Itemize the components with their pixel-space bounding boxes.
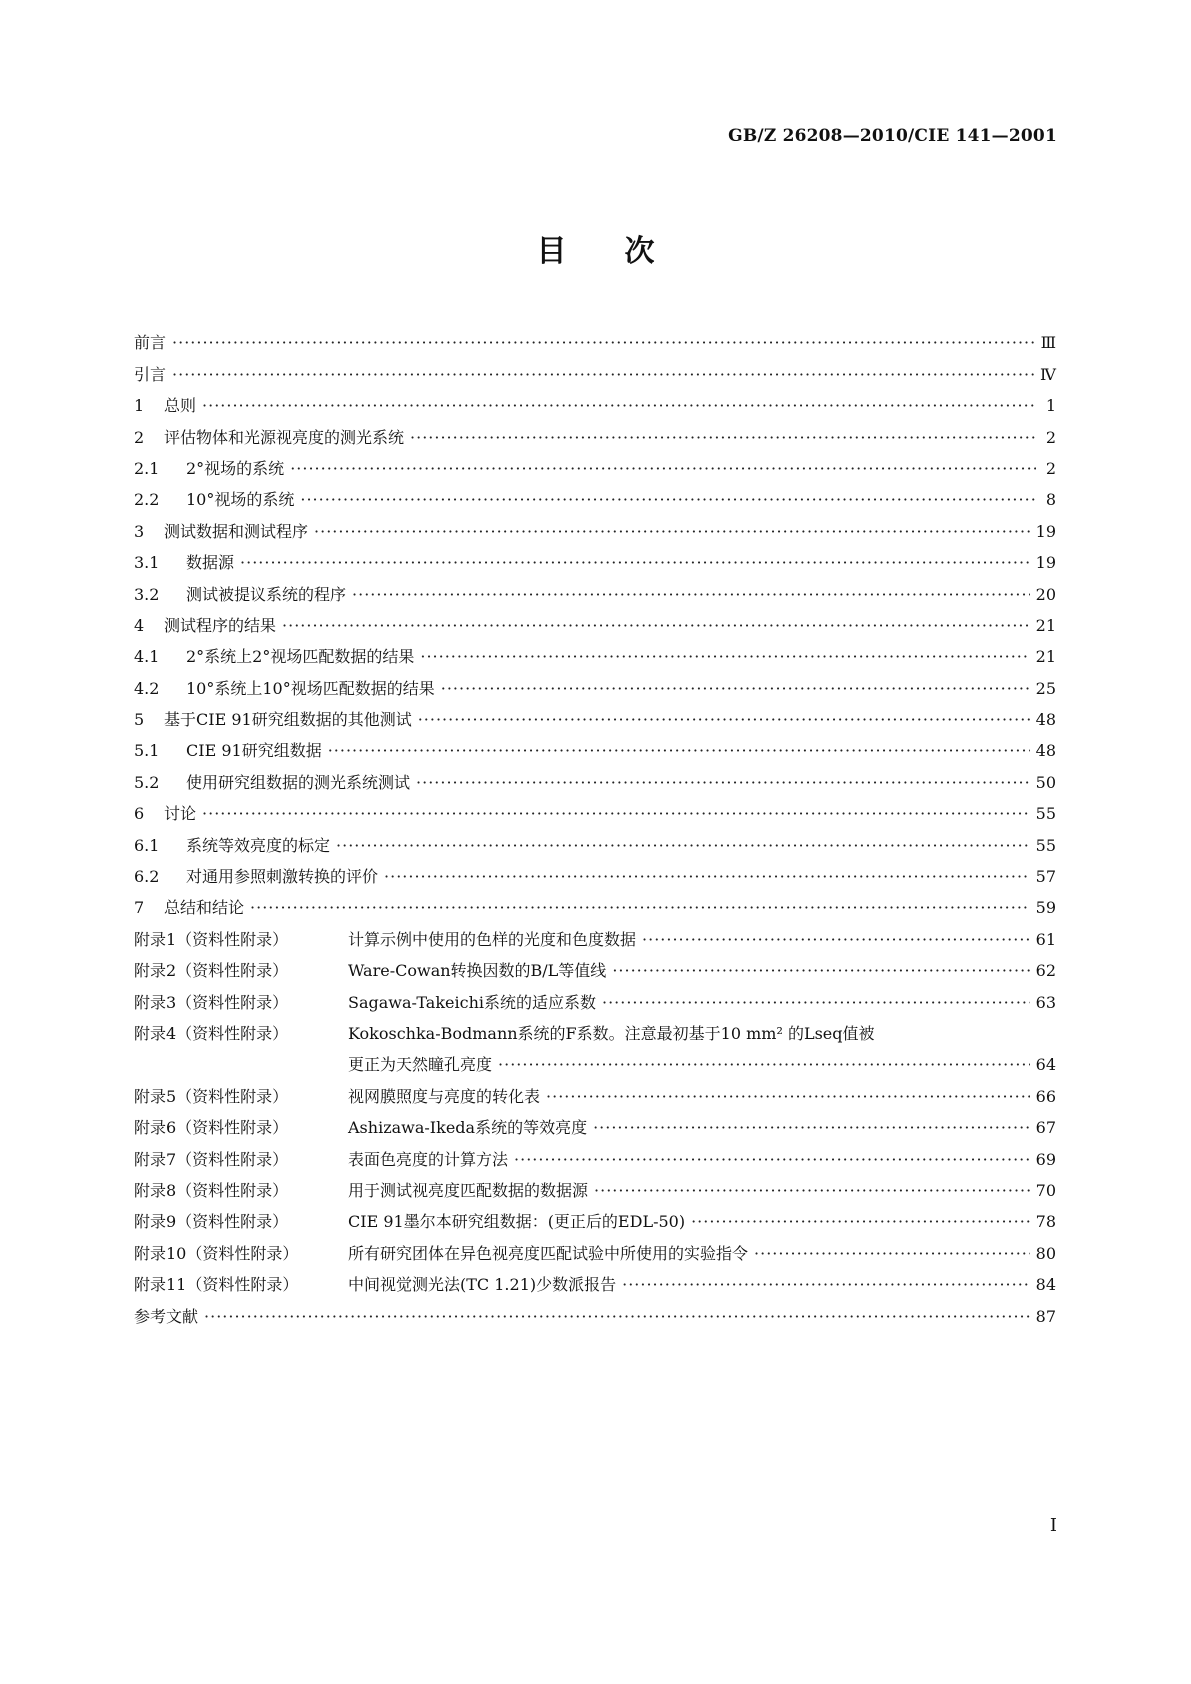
toc-row — [134, 954, 1056, 985]
dot-leader — [202, 396, 1036, 416]
dot-leader — [172, 365, 1034, 385]
entry-title: 表面色亮度的计算方法 — [348, 1149, 509, 1169]
page-ref: 25 — [1035, 678, 1056, 698]
entry-title: Sagawa-Takeichi系统的适应系数 — [348, 992, 596, 1012]
appendix-label: 附录9（资料性附录） — [134, 1212, 289, 1232]
toc-entry[interactable] — [134, 357, 1056, 388]
entry-title: 测试数据和测试程序 — [164, 521, 309, 541]
entry-title: 用于测试视亮度匹配数据的数据源 — [348, 1180, 589, 1200]
page-ref: 70 — [1035, 1180, 1056, 1200]
table-of-contents — [134, 326, 1056, 1331]
toc-entry[interactable] — [134, 640, 1056, 671]
toc-row — [134, 765, 1056, 796]
dot-leader — [352, 585, 1030, 605]
page-ref: 48 — [1035, 710, 1056, 730]
entry-title: 2°视场的系统 — [186, 458, 285, 478]
entry-title: 计算示例中使用的色样的光度和色度数据 — [348, 929, 637, 949]
section-number: 6 — [134, 804, 145, 824]
entry-title: 系统等效亮度的标定 — [186, 835, 331, 855]
toc-entry[interactable] — [134, 765, 1056, 796]
dot-leader — [410, 428, 1036, 448]
toc-row — [134, 452, 1056, 483]
appendix-label: 附录4（资料性附录） — [134, 1023, 289, 1043]
toc-entry[interactable] — [134, 985, 1056, 1016]
page-ref: Ⅲ — [1040, 333, 1056, 353]
page-number: I — [1049, 1515, 1057, 1536]
toc-row — [134, 703, 1056, 734]
appendix-label: 附录8（资料性附录） — [134, 1180, 289, 1200]
entry-title: CIE 91研究组数据 — [186, 741, 322, 761]
section-number: 5.1 — [134, 741, 160, 761]
appendix-label: 附录6（资料性附录） — [134, 1118, 289, 1138]
dot-leader — [418, 710, 1030, 730]
toc-entry[interactable] — [134, 326, 1056, 357]
dot-leader — [754, 1244, 1030, 1264]
entry-title: 总结和结论 — [164, 898, 245, 918]
entry-title: 测试程序的结果 — [164, 615, 277, 635]
dot-leader — [594, 1181, 1030, 1201]
toc-row — [134, 640, 1056, 671]
toc-entry[interactable] — [134, 546, 1056, 577]
toc-row — [134, 326, 1056, 357]
toc-entry[interactable] — [134, 954, 1056, 985]
page-ref: 57 — [1035, 867, 1056, 887]
dot-leader — [314, 522, 1030, 542]
toc-entry[interactable] — [134, 860, 1056, 891]
appendix-label: 附录1（资料性附录） — [134, 929, 289, 949]
toc-row — [134, 1205, 1056, 1236]
toc-entry[interactable] — [134, 577, 1056, 608]
toc-entry[interactable] — [134, 1079, 1056, 1110]
toc-entry[interactable] — [134, 389, 1056, 420]
page-ref: 62 — [1035, 961, 1056, 981]
entry-title: 10°系统上10°视场匹配数据的结果 — [186, 678, 435, 698]
toc-entry[interactable] — [134, 609, 1056, 640]
toc-row — [134, 797, 1056, 828]
entry-title: 评估物体和光源视亮度的测光系统 — [164, 427, 405, 447]
toc-entry[interactable] — [134, 1299, 1056, 1330]
section-number: 4.1 — [134, 647, 160, 667]
toc-row — [134, 420, 1056, 451]
dot-leader — [514, 1150, 1030, 1170]
appendix-label: 附录7（资料性附录） — [134, 1149, 289, 1169]
page-title: 目次 — [536, 234, 713, 269]
dot-leader — [172, 333, 1035, 353]
toc-entry[interactable] — [134, 922, 1056, 953]
toc-row — [134, 389, 1056, 420]
toc-entry[interactable] — [134, 891, 1056, 922]
section-number: 4 — [134, 615, 145, 635]
entry-title: CIE 91墨尔本研究组数据：(更正后的EDL-50) — [348, 1212, 686, 1232]
dot-leader — [204, 1307, 1030, 1327]
entry-title: 10°视场的系统 — [186, 490, 295, 510]
dot-leader — [593, 1118, 1030, 1138]
section-number: 4.2 — [134, 678, 160, 698]
dot-leader — [282, 616, 1030, 636]
entry-title: 参考文献 — [134, 1306, 199, 1326]
entry-title: 引言 — [134, 364, 167, 384]
toc-row — [134, 483, 1056, 514]
toc-row — [134, 734, 1056, 765]
dot-leader — [622, 1275, 1030, 1295]
page-ref: 55 — [1035, 804, 1056, 824]
section-number: 5 — [134, 710, 145, 730]
appendix-label: 附录3（资料性附录） — [134, 992, 289, 1012]
section-number: 5.2 — [134, 772, 160, 792]
toc-entry[interactable] — [134, 1111, 1056, 1142]
section-number: 1 — [134, 396, 145, 416]
section-number: 3.1 — [134, 553, 160, 573]
toc-entry[interactable] — [134, 483, 1056, 514]
toc-row — [134, 860, 1056, 891]
page-ref: 21 — [1035, 615, 1056, 635]
dot-leader — [546, 1087, 1030, 1107]
appendix-label: 附录2（资料性附录） — [134, 961, 289, 981]
page-ref: 1 — [1045, 396, 1056, 416]
toc-row — [134, 922, 1056, 953]
entry-title: 数据源 — [186, 553, 235, 573]
page-ref: 61 — [1035, 929, 1056, 949]
page-ref: 50 — [1035, 772, 1056, 792]
page-ref: 48 — [1035, 741, 1056, 761]
page-ref: 69 — [1035, 1149, 1056, 1169]
entry-title-continued: 更正为天然瞳孔亮度 — [348, 1055, 493, 1075]
appendix-label: 附录11（资料性附录） — [134, 1275, 299, 1295]
dot-leader — [384, 867, 1030, 887]
entry-title: 测试被提议系统的程序 — [186, 584, 347, 604]
entry-title: 2°系统上2°视场匹配数据的结果 — [186, 647, 415, 667]
entry-title: Ware-Cowan转换因数的B/L等值线 — [348, 961, 607, 981]
dot-leader — [441, 679, 1030, 699]
dot-leader — [691, 1212, 1030, 1232]
toc-row — [134, 546, 1056, 577]
toc-row — [134, 609, 1056, 640]
page-ref: 8 — [1045, 490, 1056, 510]
page-ref: Ⅳ — [1040, 364, 1056, 384]
toc-entry[interactable] — [134, 514, 1056, 545]
toc-row — [134, 1079, 1056, 1110]
entry-title: Kokoschka-Bodmann系统的F系数。注意最初基于10 mm² 的Lseq值被 — [348, 1023, 875, 1043]
entry-title: 前言 — [134, 333, 167, 353]
page-ref: 21 — [1035, 647, 1056, 667]
appendix-label: 附录10（资料性附录） — [134, 1243, 299, 1263]
document-code: GB/Z 26208—2010/CIE 141—2001 — [728, 126, 1057, 146]
toc-row — [134, 1017, 1056, 1048]
dot-leader — [250, 898, 1030, 918]
page-ref: 19 — [1035, 521, 1056, 541]
page-ref: 55 — [1035, 835, 1056, 855]
toc-entry[interactable] — [134, 1205, 1056, 1236]
toc-entry[interactable] — [134, 1236, 1056, 1267]
page-ref: 67 — [1035, 1118, 1056, 1138]
entry-title: 基于CIE 91研究组数据的其他测试 — [164, 710, 412, 730]
page-ref: 2 — [1045, 427, 1056, 447]
section-number: 2 — [134, 427, 145, 447]
entry-title: 所有研究团体在异色视亮度匹配试验中所使用的实验指令 — [348, 1243, 749, 1263]
page-ref: 80 — [1035, 1243, 1056, 1263]
page-ref: 78 — [1035, 1212, 1056, 1232]
page-ref: 84 — [1035, 1275, 1056, 1295]
toc-entry[interactable] — [134, 1142, 1056, 1173]
dot-leader — [328, 741, 1030, 761]
dot-leader — [642, 930, 1030, 950]
toc-row — [134, 1268, 1056, 1299]
dot-leader — [290, 459, 1036, 479]
toc-row — [134, 1142, 1056, 1173]
toc-entry[interactable] — [134, 452, 1056, 483]
page-ref: 59 — [1035, 898, 1056, 918]
entry-title: Ashizawa-Ikeda系统的等效亮度 — [348, 1118, 588, 1138]
dot-leader — [612, 961, 1029, 981]
dot-leader — [300, 490, 1036, 510]
section-number: 2.2 — [134, 490, 160, 510]
entry-title: 视网膜照度与亮度的转化表 — [348, 1086, 541, 1106]
section-number: 7 — [134, 898, 145, 918]
section-number: 6.1 — [134, 835, 160, 855]
entry-title: 中间视觉测光法(TC 1.21)少数派报告 — [348, 1275, 617, 1295]
toc-entry[interactable] — [134, 828, 1056, 859]
dot-leader — [602, 993, 1030, 1013]
dot-leader — [416, 773, 1030, 793]
section-number: 6.2 — [134, 867, 160, 887]
toc-row — [134, 671, 1056, 702]
toc-row — [134, 357, 1056, 388]
toc-entry[interactable] — [134, 734, 1056, 765]
toc-entry[interactable] — [134, 797, 1056, 828]
toc-entry[interactable] — [134, 671, 1056, 702]
toc-entry[interactable] — [134, 420, 1056, 451]
page-ref: 64 — [1035, 1055, 1056, 1075]
toc-row — [134, 1174, 1056, 1205]
toc-entry[interactable] — [134, 703, 1056, 734]
section-number: 2.1 — [134, 458, 160, 478]
toc-entry[interactable] — [134, 1174, 1056, 1205]
toc-row — [134, 1299, 1056, 1330]
section-number: 3 — [134, 521, 145, 541]
toc-row — [134, 828, 1056, 859]
page-ref: 20 — [1035, 584, 1056, 604]
dot-leader — [420, 647, 1029, 667]
page-ref: 66 — [1035, 1086, 1056, 1106]
entry-title: 使用研究组数据的测光系统测试 — [186, 772, 411, 792]
toc-entry[interactable] — [134, 1017, 1056, 1080]
toc-entry[interactable] — [134, 1268, 1056, 1299]
toc-row — [134, 514, 1056, 545]
entry-title: 讨论 — [164, 804, 197, 824]
page-ref: 63 — [1035, 992, 1056, 1012]
dot-leader — [336, 836, 1030, 856]
entry-title: 对通用参照刺激转换的评价 — [186, 867, 379, 887]
dot-leader — [240, 553, 1030, 573]
entry-title: 总则 — [164, 396, 197, 416]
page-ref: 19 — [1035, 553, 1056, 573]
toc-row — [134, 1236, 1056, 1267]
toc-row — [134, 891, 1056, 922]
section-number: 3.2 — [134, 584, 160, 604]
toc-row — [134, 1111, 1056, 1142]
page-ref: 2 — [1045, 458, 1056, 478]
dot-leader — [202, 804, 1030, 824]
dot-leader — [498, 1055, 1030, 1075]
page-ref: 87 — [1035, 1306, 1056, 1326]
toc-row — [134, 577, 1056, 608]
appendix-label: 附录5（资料性附录） — [134, 1086, 289, 1106]
toc-row — [134, 985, 1056, 1016]
